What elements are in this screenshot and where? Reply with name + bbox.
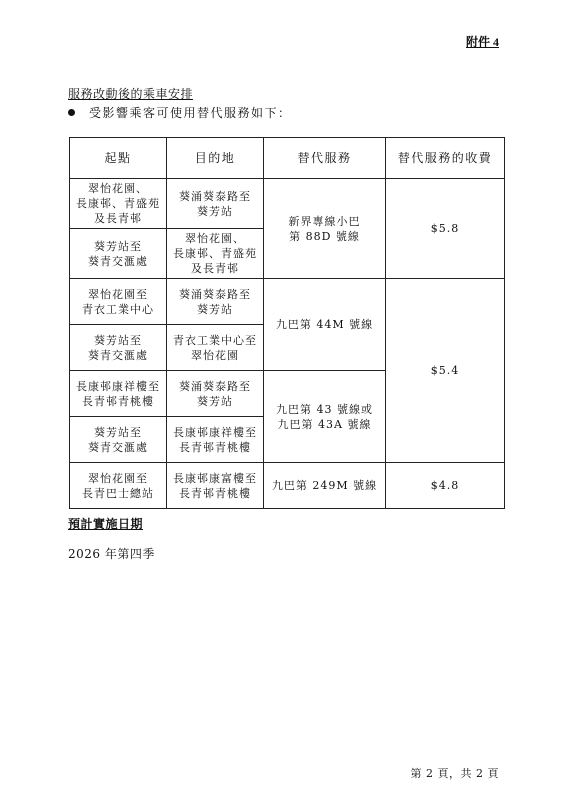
service-cell: 九巴第 44M 號線 bbox=[264, 279, 386, 371]
alternative-service-table bbox=[69, 137, 505, 509]
destination-cell: 翠怡花園、 長康邨、青盛苑 及長青邨 bbox=[167, 229, 264, 279]
table-row bbox=[70, 463, 505, 509]
origin-cell: 翠怡花園、 長康邨、青盛苑 及長青邨 bbox=[70, 179, 167, 229]
destination-cell: 葵涌葵泰路至 葵芳站 bbox=[167, 179, 264, 229]
table-row bbox=[70, 279, 505, 325]
bullet-icon bbox=[68, 109, 75, 116]
arrangement-section-title: 服務改動後的乘車安排 bbox=[68, 87, 194, 101]
header-destination: 目的地 bbox=[167, 138, 264, 179]
service-cell: 九巴第 43 號線或 九巴第 43A 號線 bbox=[264, 371, 386, 463]
table-row bbox=[70, 179, 505, 229]
header-fare: 替代服務的收費 bbox=[386, 138, 505, 179]
destination-cell: 葵涌葵泰路至 葵芳站 bbox=[167, 279, 264, 325]
bullet-text: 受影響乘客可使用替代服務如下： bbox=[89, 106, 292, 120]
destination-cell: 長康邨康富樓至 長青邨青桃樓 bbox=[167, 463, 264, 509]
origin-cell: 葵芳站至 葵青交滙處 bbox=[70, 417, 167, 463]
bullet-item bbox=[68, 104, 292, 121]
destination-cell: 青衣工業中心至 翠怡花園 bbox=[167, 325, 264, 371]
implementation-date: 2026 年第四季 bbox=[68, 547, 155, 561]
destination-cell: 葵涌葵泰路至 葵芳站 bbox=[167, 371, 264, 417]
origin-cell: 葵芳站至 葵青交滙處 bbox=[70, 325, 167, 371]
date-section-title: 預計實施日期 bbox=[68, 517, 144, 531]
annex-label: 附件 4 bbox=[465, 35, 499, 49]
table-header-row bbox=[70, 138, 505, 179]
origin-cell: 翠怡花園至 青衣工業中心 bbox=[70, 279, 167, 325]
fare-cell: $5.8 bbox=[386, 179, 505, 279]
fare-cell: $5.4 bbox=[386, 279, 505, 463]
page-number: 第 2 頁，共 2 頁 bbox=[410, 767, 499, 780]
origin-cell: 葵芳站至 葵青交滙處 bbox=[70, 229, 167, 279]
fare-cell: $4.8 bbox=[386, 463, 505, 509]
header-origin: 起點 bbox=[70, 138, 167, 179]
service-cell: 九巴第 249M 號線 bbox=[264, 463, 386, 509]
header-service: 替代服務 bbox=[264, 138, 386, 179]
origin-cell: 長康邨康祥樓至 長青邨青桃樓 bbox=[70, 371, 167, 417]
service-cell: 新界專線小巴 第 88D 號線 bbox=[264, 179, 386, 279]
destination-cell: 長康邨康祥樓至 長青邨青桃樓 bbox=[167, 417, 264, 463]
origin-cell: 翠怡花園至 長青巴士總站 bbox=[70, 463, 167, 509]
